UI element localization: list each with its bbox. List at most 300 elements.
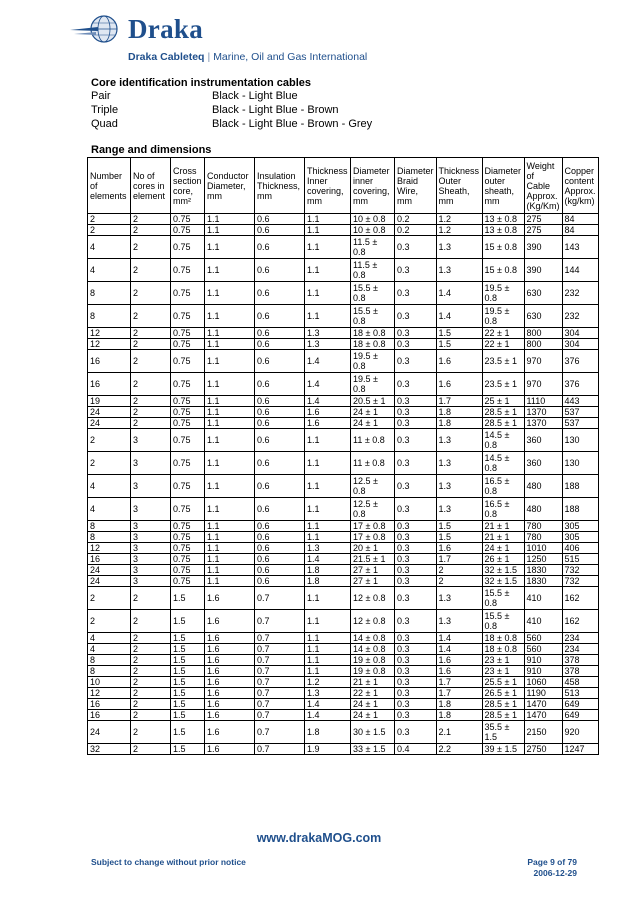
table-row	[88, 214, 599, 225]
table-cell: 2750	[524, 744, 562, 755]
table-cell: 2	[131, 644, 171, 655]
table-cell: 2	[131, 225, 171, 236]
table-cell: 23.5 ± 1	[482, 373, 524, 396]
table-cell: 3	[131, 532, 171, 543]
table-cell: 1830	[524, 576, 562, 587]
table-cell: 0.7	[255, 610, 305, 633]
table-cell: 0.6	[255, 236, 305, 259]
table-cell: 1.2	[436, 214, 482, 225]
table-cell: 1.4	[305, 373, 351, 396]
table-cell: 8	[88, 666, 131, 677]
table-row	[88, 532, 599, 543]
table-cell: 21 ± 1	[351, 677, 395, 688]
table-cell: 13 ± 0.8	[482, 214, 524, 225]
table-cell: 3	[131, 554, 171, 565]
table-cell: 0.6	[255, 339, 305, 350]
table-cell: 732	[562, 565, 598, 576]
table-cell: 0.3	[395, 373, 437, 396]
table-cell: 1.6	[205, 677, 255, 688]
division-name: Marine, Oil and Gas International	[213, 51, 368, 63]
table-cell: 1.1	[205, 498, 255, 521]
table-cell: 4	[88, 259, 131, 282]
table-cell: 2	[131, 677, 171, 688]
table-cell: 1.1	[305, 633, 351, 644]
table-cell: 0.75	[171, 418, 205, 429]
table-cell: 1.3	[436, 236, 482, 259]
table-cell: 32 ± 1.5	[482, 576, 524, 587]
table-cell: 3	[131, 498, 171, 521]
table-cell: 560	[524, 644, 562, 655]
table-cell: 3	[131, 475, 171, 498]
table-cell: 1.1	[305, 475, 351, 498]
table-cell: 360	[524, 429, 562, 452]
table-cell: 1.1	[205, 339, 255, 350]
table-cell: 3	[131, 429, 171, 452]
table-cell: 0.3	[395, 721, 437, 744]
table-cell: 780	[524, 532, 562, 543]
table-cell: 0.3	[395, 655, 437, 666]
core-colors: Black - Light Blue - Brown	[212, 104, 339, 116]
table-cell: 16	[88, 350, 131, 373]
table-cell: 1.4	[305, 350, 351, 373]
brand-name: Draka	[128, 14, 203, 44]
table-cell: 35.5 ± 1.5	[482, 721, 524, 744]
table-cell: 1.6	[205, 655, 255, 666]
table-cell: 0.75	[171, 576, 205, 587]
table-cell: 1.1	[205, 350, 255, 373]
table-cell: 1.3	[436, 610, 482, 633]
table-cell: 188	[562, 498, 598, 521]
table-cell: 22 ± 1	[482, 339, 524, 350]
table-cell: 2	[131, 214, 171, 225]
table-cell: 1.1	[305, 282, 351, 305]
table-cell: 2.2	[436, 744, 482, 755]
table-cell: 1110	[524, 396, 562, 407]
table-cell: 11 ± 0.8	[351, 429, 395, 452]
table-cell: 2	[88, 225, 131, 236]
table-cell: 1.1	[205, 328, 255, 339]
table-cell: 0.3	[395, 677, 437, 688]
table-cell: 2	[88, 214, 131, 225]
table-cell: 1.1	[305, 259, 351, 282]
table-cell: 8	[88, 282, 131, 305]
table-cell: 1.5	[171, 744, 205, 755]
table-cell: 732	[562, 576, 598, 587]
table-cell: 4	[88, 633, 131, 644]
table-cell: 275	[524, 214, 562, 225]
table-row	[88, 339, 599, 350]
table-cell: 0.6	[255, 498, 305, 521]
table-cell: 2	[131, 407, 171, 418]
table-cell: 1.4	[436, 633, 482, 644]
table-cell: 0.75	[171, 475, 205, 498]
table-cell: 537	[562, 407, 598, 418]
table-cell: 15.5 ± 0.8	[482, 587, 524, 610]
table-cell: 1.1	[205, 396, 255, 407]
table-cell: 2	[436, 576, 482, 587]
table-cell: 0.3	[395, 565, 437, 576]
table-cell: 800	[524, 328, 562, 339]
table-cell: 1.6	[436, 543, 482, 554]
table-cell: 0.3	[395, 475, 437, 498]
table-row	[88, 554, 599, 565]
table-cell: 1470	[524, 699, 562, 710]
table-cell: 0.2	[395, 214, 437, 225]
table-cell: 800	[524, 339, 562, 350]
table-cell: 28.5 ± 1	[482, 699, 524, 710]
table-cell: 162	[562, 610, 598, 633]
table-cell: 0.6	[255, 396, 305, 407]
table-cell: 2150	[524, 721, 562, 744]
table-cell: 1.6	[205, 710, 255, 721]
table-cell: 1060	[524, 677, 562, 688]
table-cell: 1.8	[436, 699, 482, 710]
table-cell: 8	[88, 532, 131, 543]
table-cell: 2	[131, 339, 171, 350]
table-body	[88, 214, 599, 755]
table-cell: 630	[524, 282, 562, 305]
table-row	[88, 587, 599, 610]
table-cell: 1.1	[205, 214, 255, 225]
table-cell: 1.1	[305, 532, 351, 543]
table-cell: 28.5 ± 1	[482, 418, 524, 429]
table-cell: 360	[524, 452, 562, 475]
table-cell: 1.1	[205, 565, 255, 576]
table-cell: 2	[88, 452, 131, 475]
table-cell: 33 ± 1.5	[351, 744, 395, 755]
table-cell: 2	[131, 418, 171, 429]
table-cell: 0.3	[395, 688, 437, 699]
table-cell: 21 ± 1	[482, 521, 524, 532]
table-cell: 630	[524, 305, 562, 328]
table-cell: 12	[88, 328, 131, 339]
table-cell: 0.75	[171, 350, 205, 373]
table-cell: 1.8	[305, 576, 351, 587]
table-row	[88, 373, 599, 396]
table-cell: 406	[562, 543, 598, 554]
core-colors: Black - Light Blue	[212, 90, 298, 102]
table-cell: 232	[562, 282, 598, 305]
table-cell: 0.75	[171, 373, 205, 396]
table-cell: 649	[562, 699, 598, 710]
table-cell: 0.6	[255, 565, 305, 576]
table-cell: 560	[524, 633, 562, 644]
table-cell: 304	[562, 328, 598, 339]
table-cell: 0.3	[395, 339, 437, 350]
table-cell: 143	[562, 236, 598, 259]
table-cell: 2	[131, 328, 171, 339]
table-cell: 130	[562, 429, 598, 452]
table-cell: 1.1	[305, 521, 351, 532]
table-cell: 0.7	[255, 699, 305, 710]
table-cell: 0.3	[395, 532, 437, 543]
table-cell: 15.5 ± 0.8	[351, 305, 395, 328]
table-cell: 649	[562, 710, 598, 721]
table-cell: 1.6	[205, 633, 255, 644]
table-cell: 2	[131, 744, 171, 755]
table-cell: 0.7	[255, 644, 305, 655]
table-cell: 0.4	[395, 744, 437, 755]
table-cell: 0.75	[171, 305, 205, 328]
table-cell: 8	[88, 521, 131, 532]
table-cell: 2	[131, 587, 171, 610]
core-label: Quad	[91, 118, 118, 130]
table-cell: 0.2	[395, 225, 437, 236]
table-cell: 17 ± 0.8	[351, 521, 395, 532]
table-cell: 1.1	[205, 373, 255, 396]
table-cell: 2	[131, 666, 171, 677]
table-cell: 0.6	[255, 214, 305, 225]
table-cell: 910	[524, 655, 562, 666]
table-cell: 1.8	[436, 710, 482, 721]
table-cell: 23 ± 1	[482, 666, 524, 677]
table-cell: 1.1	[205, 543, 255, 554]
table-cell: 1.1	[205, 305, 255, 328]
table-cell: 378	[562, 666, 598, 677]
table-row	[88, 710, 599, 721]
table-cell: 28.5 ± 1	[482, 407, 524, 418]
table-cell: 1.4	[305, 710, 351, 721]
table-cell: 3	[131, 576, 171, 587]
core-label: Pair	[91, 90, 111, 102]
table-cell: 537	[562, 418, 598, 429]
table-cell: 25.5 ± 1	[482, 677, 524, 688]
table-cell: 0.6	[255, 418, 305, 429]
table-cell: 0.3	[395, 644, 437, 655]
table-row	[88, 543, 599, 554]
table-cell: 1.1	[305, 655, 351, 666]
table-cell: 2	[131, 282, 171, 305]
table-cell: 0.3	[395, 710, 437, 721]
table-cell: 3	[131, 565, 171, 576]
table-cell: 1.6	[205, 699, 255, 710]
table-cell: 2	[131, 350, 171, 373]
table-cell: 24 ± 1	[351, 418, 395, 429]
table-cell: 0.3	[395, 305, 437, 328]
table-cell: 1.6	[205, 666, 255, 677]
table-cell: 2	[131, 721, 171, 744]
column-header: Cross section core, mm²	[171, 158, 205, 214]
table-cell: 0.75	[171, 452, 205, 475]
table-cell: 28.5 ± 1	[482, 710, 524, 721]
table-cell: 12	[88, 688, 131, 699]
table-cell: 1.1	[305, 236, 351, 259]
table-row	[88, 744, 599, 755]
tagline-divider: |	[207, 51, 211, 63]
table-cell: 24	[88, 565, 131, 576]
table-cell: 19.5 ± 0.8	[351, 373, 395, 396]
table-cell: 0.6	[255, 429, 305, 452]
table-cell: 1.5	[436, 532, 482, 543]
table-cell: 0.3	[395, 282, 437, 305]
table-cell: 27 ± 1	[351, 576, 395, 587]
table-row	[88, 396, 599, 407]
table-cell: 1.6	[205, 610, 255, 633]
table-cell: 2	[436, 565, 482, 576]
table-cell: 1.1	[305, 452, 351, 475]
table-cell: 1.1	[205, 225, 255, 236]
table-cell: 305	[562, 532, 598, 543]
table-cell: 24	[88, 721, 131, 744]
core-label: Triple	[91, 104, 119, 116]
table-cell: 4	[88, 236, 131, 259]
table-cell: 0.6	[255, 543, 305, 554]
table-cell: 390	[524, 236, 562, 259]
table-cell: 0.6	[255, 532, 305, 543]
table-cell: 12	[88, 543, 131, 554]
table-cell: 10 ± 0.8	[351, 225, 395, 236]
table-cell: 1.4	[305, 554, 351, 565]
table-cell: 1.4	[436, 305, 482, 328]
table-row	[88, 721, 599, 744]
column-header: Diameter inner covering, mm	[351, 158, 395, 214]
table-row	[88, 305, 599, 328]
table-cell: 22 ± 1	[482, 328, 524, 339]
change-notice: Subject to change without prior notice	[91, 857, 246, 867]
table-cell: 1.1	[205, 282, 255, 305]
table-cell: 15.5 ± 0.8	[482, 610, 524, 633]
table-cell: 23.5 ± 1	[482, 350, 524, 373]
table-row	[88, 407, 599, 418]
table-cell: 1.5	[436, 339, 482, 350]
table-cell: 16	[88, 554, 131, 565]
table-cell: 0.3	[395, 236, 437, 259]
table-row	[88, 677, 599, 688]
table-cell: 1.3	[436, 259, 482, 282]
table-cell: 22 ± 1	[351, 688, 395, 699]
table-cell: 1.2	[305, 677, 351, 688]
table-cell: 1.8	[436, 418, 482, 429]
range-title: Range and dimensions	[91, 144, 212, 156]
table-cell: 0.75	[171, 282, 205, 305]
table-cell: 410	[524, 587, 562, 610]
column-header: Insulation Thickness, mm	[255, 158, 305, 214]
table-row	[88, 633, 599, 644]
table-cell: 0.3	[395, 396, 437, 407]
table-cell: 4	[88, 475, 131, 498]
table-cell: 26 ± 1	[482, 554, 524, 565]
table-row	[88, 521, 599, 532]
table-cell: 39 ± 1.5	[482, 744, 524, 755]
table-cell: 1.5	[171, 610, 205, 633]
page-info	[527, 857, 577, 879]
table-cell: 0.3	[395, 328, 437, 339]
table-cell: 14.5 ± 0.8	[482, 429, 524, 452]
table-cell: 0.3	[395, 587, 437, 610]
table-row	[88, 498, 599, 521]
table-cell: 84	[562, 214, 598, 225]
table-cell: 32	[88, 744, 131, 755]
table-cell: 1.6	[205, 721, 255, 744]
table-cell: 10	[88, 677, 131, 688]
table-cell: 1.6	[305, 418, 351, 429]
table-cell: 0.6	[255, 452, 305, 475]
table-cell: 480	[524, 475, 562, 498]
table-cell: 1.9	[305, 744, 351, 755]
table-cell: 0.6	[255, 350, 305, 373]
table-cell: 15 ± 0.8	[482, 259, 524, 282]
table-cell: 24	[88, 576, 131, 587]
table-cell: 1.4	[305, 699, 351, 710]
table-cell: 0.7	[255, 710, 305, 721]
company-name: Draka Cableteq	[128, 51, 205, 63]
table-cell: 1.1	[305, 610, 351, 633]
table-cell: 1.6	[436, 666, 482, 677]
table-cell: 24	[88, 418, 131, 429]
table-cell: 14 ± 0.8	[351, 633, 395, 644]
table-cell: 1.4	[436, 282, 482, 305]
table-cell: 234	[562, 644, 598, 655]
table-cell: 12 ± 0.8	[351, 610, 395, 633]
table-cell: 378	[562, 655, 598, 666]
table-row	[88, 644, 599, 655]
table-cell: 0.6	[255, 225, 305, 236]
table-cell: 1.5	[171, 655, 205, 666]
table-cell: 1190	[524, 688, 562, 699]
table-cell: 0.75	[171, 225, 205, 236]
column-header: Copper content Approx. (kg/km)	[562, 158, 598, 214]
table-cell: 0.6	[255, 576, 305, 587]
table-cell: 18 ± 0.8	[351, 339, 395, 350]
table-cell: 1.6	[436, 350, 482, 373]
table-cell: 1.3	[436, 452, 482, 475]
core-colors: Black - Light Blue - Brown - Grey	[212, 118, 373, 130]
table-cell: 2.1	[436, 721, 482, 744]
table-cell: 0.75	[171, 543, 205, 554]
table-cell: 2	[131, 396, 171, 407]
website-link[interactable]: www.drakaMOG.com	[256, 831, 382, 845]
table-cell: 3	[131, 452, 171, 475]
document-date: 2006-12-29	[533, 868, 577, 878]
table-cell: 24 ± 1	[351, 699, 395, 710]
column-header: Weight of Cable Approx. (Kg/Km)	[524, 158, 562, 214]
table-row	[88, 576, 599, 587]
table-cell: 13 ± 0.8	[482, 225, 524, 236]
table-cell: 2	[131, 610, 171, 633]
table-cell: 1.2	[436, 225, 482, 236]
table-cell: 1.1	[305, 214, 351, 225]
table-cell: 458	[562, 677, 598, 688]
table-cell: 162	[562, 587, 598, 610]
table-cell: 513	[562, 688, 598, 699]
table-cell: 1.3	[305, 339, 351, 350]
table-cell: 232	[562, 305, 598, 328]
table-cell: 144	[562, 259, 598, 282]
table-cell: 4	[88, 644, 131, 655]
table-cell: 0.3	[395, 610, 437, 633]
table-cell: 376	[562, 373, 598, 396]
table-cell: 0.75	[171, 407, 205, 418]
table-cell: 11 ± 0.8	[351, 452, 395, 475]
table-row	[88, 688, 599, 699]
table-cell: 0.3	[395, 543, 437, 554]
table-row	[88, 610, 599, 633]
table-cell: 12 ± 0.8	[351, 587, 395, 610]
table-cell: 1.1	[205, 521, 255, 532]
table-cell: 0.3	[395, 666, 437, 677]
table-cell: 1.1	[305, 225, 351, 236]
column-header: Conductor Diameter, mm	[205, 158, 255, 214]
table-cell: 10 ± 0.8	[351, 214, 395, 225]
table-cell: 2	[131, 633, 171, 644]
table-cell: 2	[131, 699, 171, 710]
table-cell: 4	[88, 498, 131, 521]
table-cell: 1.6	[205, 744, 255, 755]
table-cell: 1.1	[205, 554, 255, 565]
table-cell: 1.3	[305, 688, 351, 699]
table-cell: 1.6	[436, 655, 482, 666]
table-cell: 0.3	[395, 576, 437, 587]
